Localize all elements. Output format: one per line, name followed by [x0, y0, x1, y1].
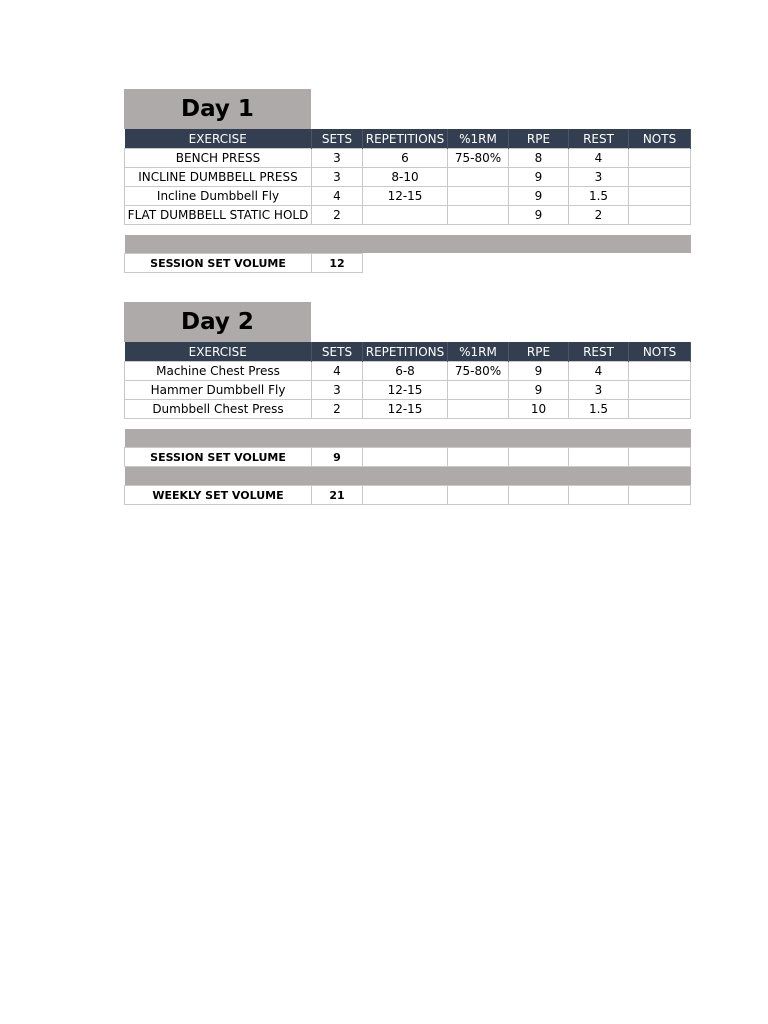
- cell-rpe[interactable]: 9: [509, 187, 569, 206]
- day2-table: [124, 342, 691, 505]
- cell-rest[interactable]: 4: [569, 149, 629, 168]
- cell-rpe[interactable]: 9: [509, 168, 569, 187]
- empty-cell[interactable]: [629, 448, 691, 467]
- cell-rm[interactable]: [448, 206, 509, 225]
- empty-cell[interactable]: [629, 486, 691, 505]
- cell-nots[interactable]: [629, 381, 691, 400]
- day2-block: [124, 302, 691, 505]
- empty-cell[interactable]: [448, 448, 509, 467]
- col-header-sets: SETS: [312, 129, 363, 149]
- divider-row: [125, 467, 691, 486]
- day1-title: Day 1: [124, 89, 311, 129]
- col-header-repetitions: REPETITIONS: [363, 342, 448, 362]
- col-header-rpe: RPE: [509, 129, 569, 149]
- cell-sets[interactable]: 4: [312, 362, 363, 381]
- cell-rm[interactable]: [448, 187, 509, 206]
- cell-nots[interactable]: [629, 187, 691, 206]
- cell-exercise[interactable]: Incline Dumbbell Fly: [125, 187, 312, 206]
- cell-rpe[interactable]: 8: [509, 149, 569, 168]
- cell-rest[interactable]: 1.5: [569, 400, 629, 419]
- cell-rpe[interactable]: 9: [509, 362, 569, 381]
- cell-rm[interactable]: [448, 400, 509, 419]
- cell-sets[interactable]: 4: [312, 187, 363, 206]
- day2-title: Day 2: [124, 302, 311, 342]
- cell-rpe[interactable]: 9: [509, 381, 569, 400]
- table-row: [125, 168, 691, 187]
- col-header-1rm: %1RM: [448, 129, 509, 149]
- session-volume-row: [125, 448, 691, 467]
- col-header-nots: NOTS: [629, 342, 691, 362]
- empty-cell[interactable]: [509, 486, 569, 505]
- weekly-volume-row: [125, 486, 691, 505]
- cell-rm[interactable]: 75-80%: [448, 362, 509, 381]
- table-row: [125, 206, 691, 225]
- cell-rest[interactable]: 4: [569, 362, 629, 381]
- cell-reps[interactable]: [363, 206, 448, 225]
- empty-cell[interactable]: [569, 486, 629, 505]
- cell-exercise[interactable]: Hammer Dumbbell Fly: [125, 381, 312, 400]
- cell-rest[interactable]: 1.5: [569, 187, 629, 206]
- day1-block: [124, 89, 691, 273]
- col-header-exercise: EXERCISE: [125, 129, 312, 149]
- col-header-1rm: %1RM: [448, 342, 509, 362]
- cell-nots[interactable]: [629, 149, 691, 168]
- col-header-sets: SETS: [312, 342, 363, 362]
- cell-reps[interactable]: 12-15: [363, 381, 448, 400]
- cell-rm[interactable]: 75-80%: [448, 149, 509, 168]
- cell-nots[interactable]: [629, 206, 691, 225]
- cell-rest[interactable]: 3: [569, 168, 629, 187]
- table-row: [125, 400, 691, 419]
- cell-sets[interactable]: 3: [312, 168, 363, 187]
- cell-sets[interactable]: 3: [312, 381, 363, 400]
- cell-exercise[interactable]: Machine Chest Press: [125, 362, 312, 381]
- col-header-repetitions: REPETITIONS: [363, 129, 448, 149]
- cell-reps[interactable]: 12-15: [363, 187, 448, 206]
- weekly-volume-value[interactable]: 21: [312, 486, 363, 505]
- divider-cell: [125, 235, 691, 254]
- cell-reps[interactable]: 12-15: [363, 400, 448, 419]
- cell-nots[interactable]: [629, 168, 691, 187]
- empty-cell[interactable]: [569, 448, 629, 467]
- divider-cell: [125, 467, 691, 486]
- cell-exercise[interactable]: BENCH PRESS: [125, 149, 312, 168]
- cell-sets[interactable]: 2: [312, 400, 363, 419]
- session-volume-label: SESSION SET VOLUME: [125, 254, 312, 273]
- col-header-exercise: EXERCISE: [125, 342, 312, 362]
- cell-rest[interactable]: 3: [569, 381, 629, 400]
- cell-reps[interactable]: 6: [363, 149, 448, 168]
- cell-exercise[interactable]: INCLINE DUMBBELL PRESS: [125, 168, 312, 187]
- table-row: [125, 187, 691, 206]
- day1-table: [124, 129, 691, 273]
- table-row: [125, 149, 691, 168]
- cell-nots[interactable]: [629, 400, 691, 419]
- table-header-row: [125, 129, 691, 149]
- divider-cell: [125, 429, 691, 448]
- session-volume-label: SESSION SET VOLUME: [125, 448, 312, 467]
- empty-cell: [363, 254, 691, 273]
- table-row: [125, 362, 691, 381]
- cell-sets[interactable]: 3: [312, 149, 363, 168]
- cell-rest[interactable]: 2: [569, 206, 629, 225]
- cell-rm[interactable]: [448, 168, 509, 187]
- cell-reps[interactable]: 6-8: [363, 362, 448, 381]
- col-header-rest: REST: [569, 129, 629, 149]
- empty-cell[interactable]: [363, 448, 448, 467]
- session-volume-value[interactable]: 12: [312, 254, 363, 273]
- cell-reps[interactable]: 8-10: [363, 168, 448, 187]
- spacer-row: [125, 419, 691, 430]
- session-volume-row: [125, 254, 691, 273]
- cell-rm[interactable]: [448, 381, 509, 400]
- divider-row: [125, 429, 691, 448]
- empty-cell[interactable]: [363, 486, 448, 505]
- divider-row: [125, 235, 691, 254]
- weekly-volume-label: WEEKLY SET VOLUME: [125, 486, 312, 505]
- cell-exercise[interactable]: Dumbbell Chest Press: [125, 400, 312, 419]
- cell-rpe[interactable]: 9: [509, 206, 569, 225]
- cell-exercise[interactable]: FLAT DUMBBELL STATIC HOLD: [125, 206, 312, 225]
- spacer-cell: [125, 419, 691, 430]
- empty-cell[interactable]: [509, 448, 569, 467]
- cell-rpe[interactable]: 10: [509, 400, 569, 419]
- table-row: [125, 381, 691, 400]
- col-header-rest: REST: [569, 342, 629, 362]
- spacer-cell: [125, 225, 691, 236]
- col-header-nots: NOTS: [629, 129, 691, 149]
- cell-sets[interactable]: 2: [312, 206, 363, 225]
- table-header-row: [125, 342, 691, 362]
- spacer-row: [125, 225, 691, 236]
- session-volume-value[interactable]: 9: [312, 448, 363, 467]
- empty-cell[interactable]: [448, 486, 509, 505]
- cell-nots[interactable]: [629, 362, 691, 381]
- col-header-rpe: RPE: [509, 342, 569, 362]
